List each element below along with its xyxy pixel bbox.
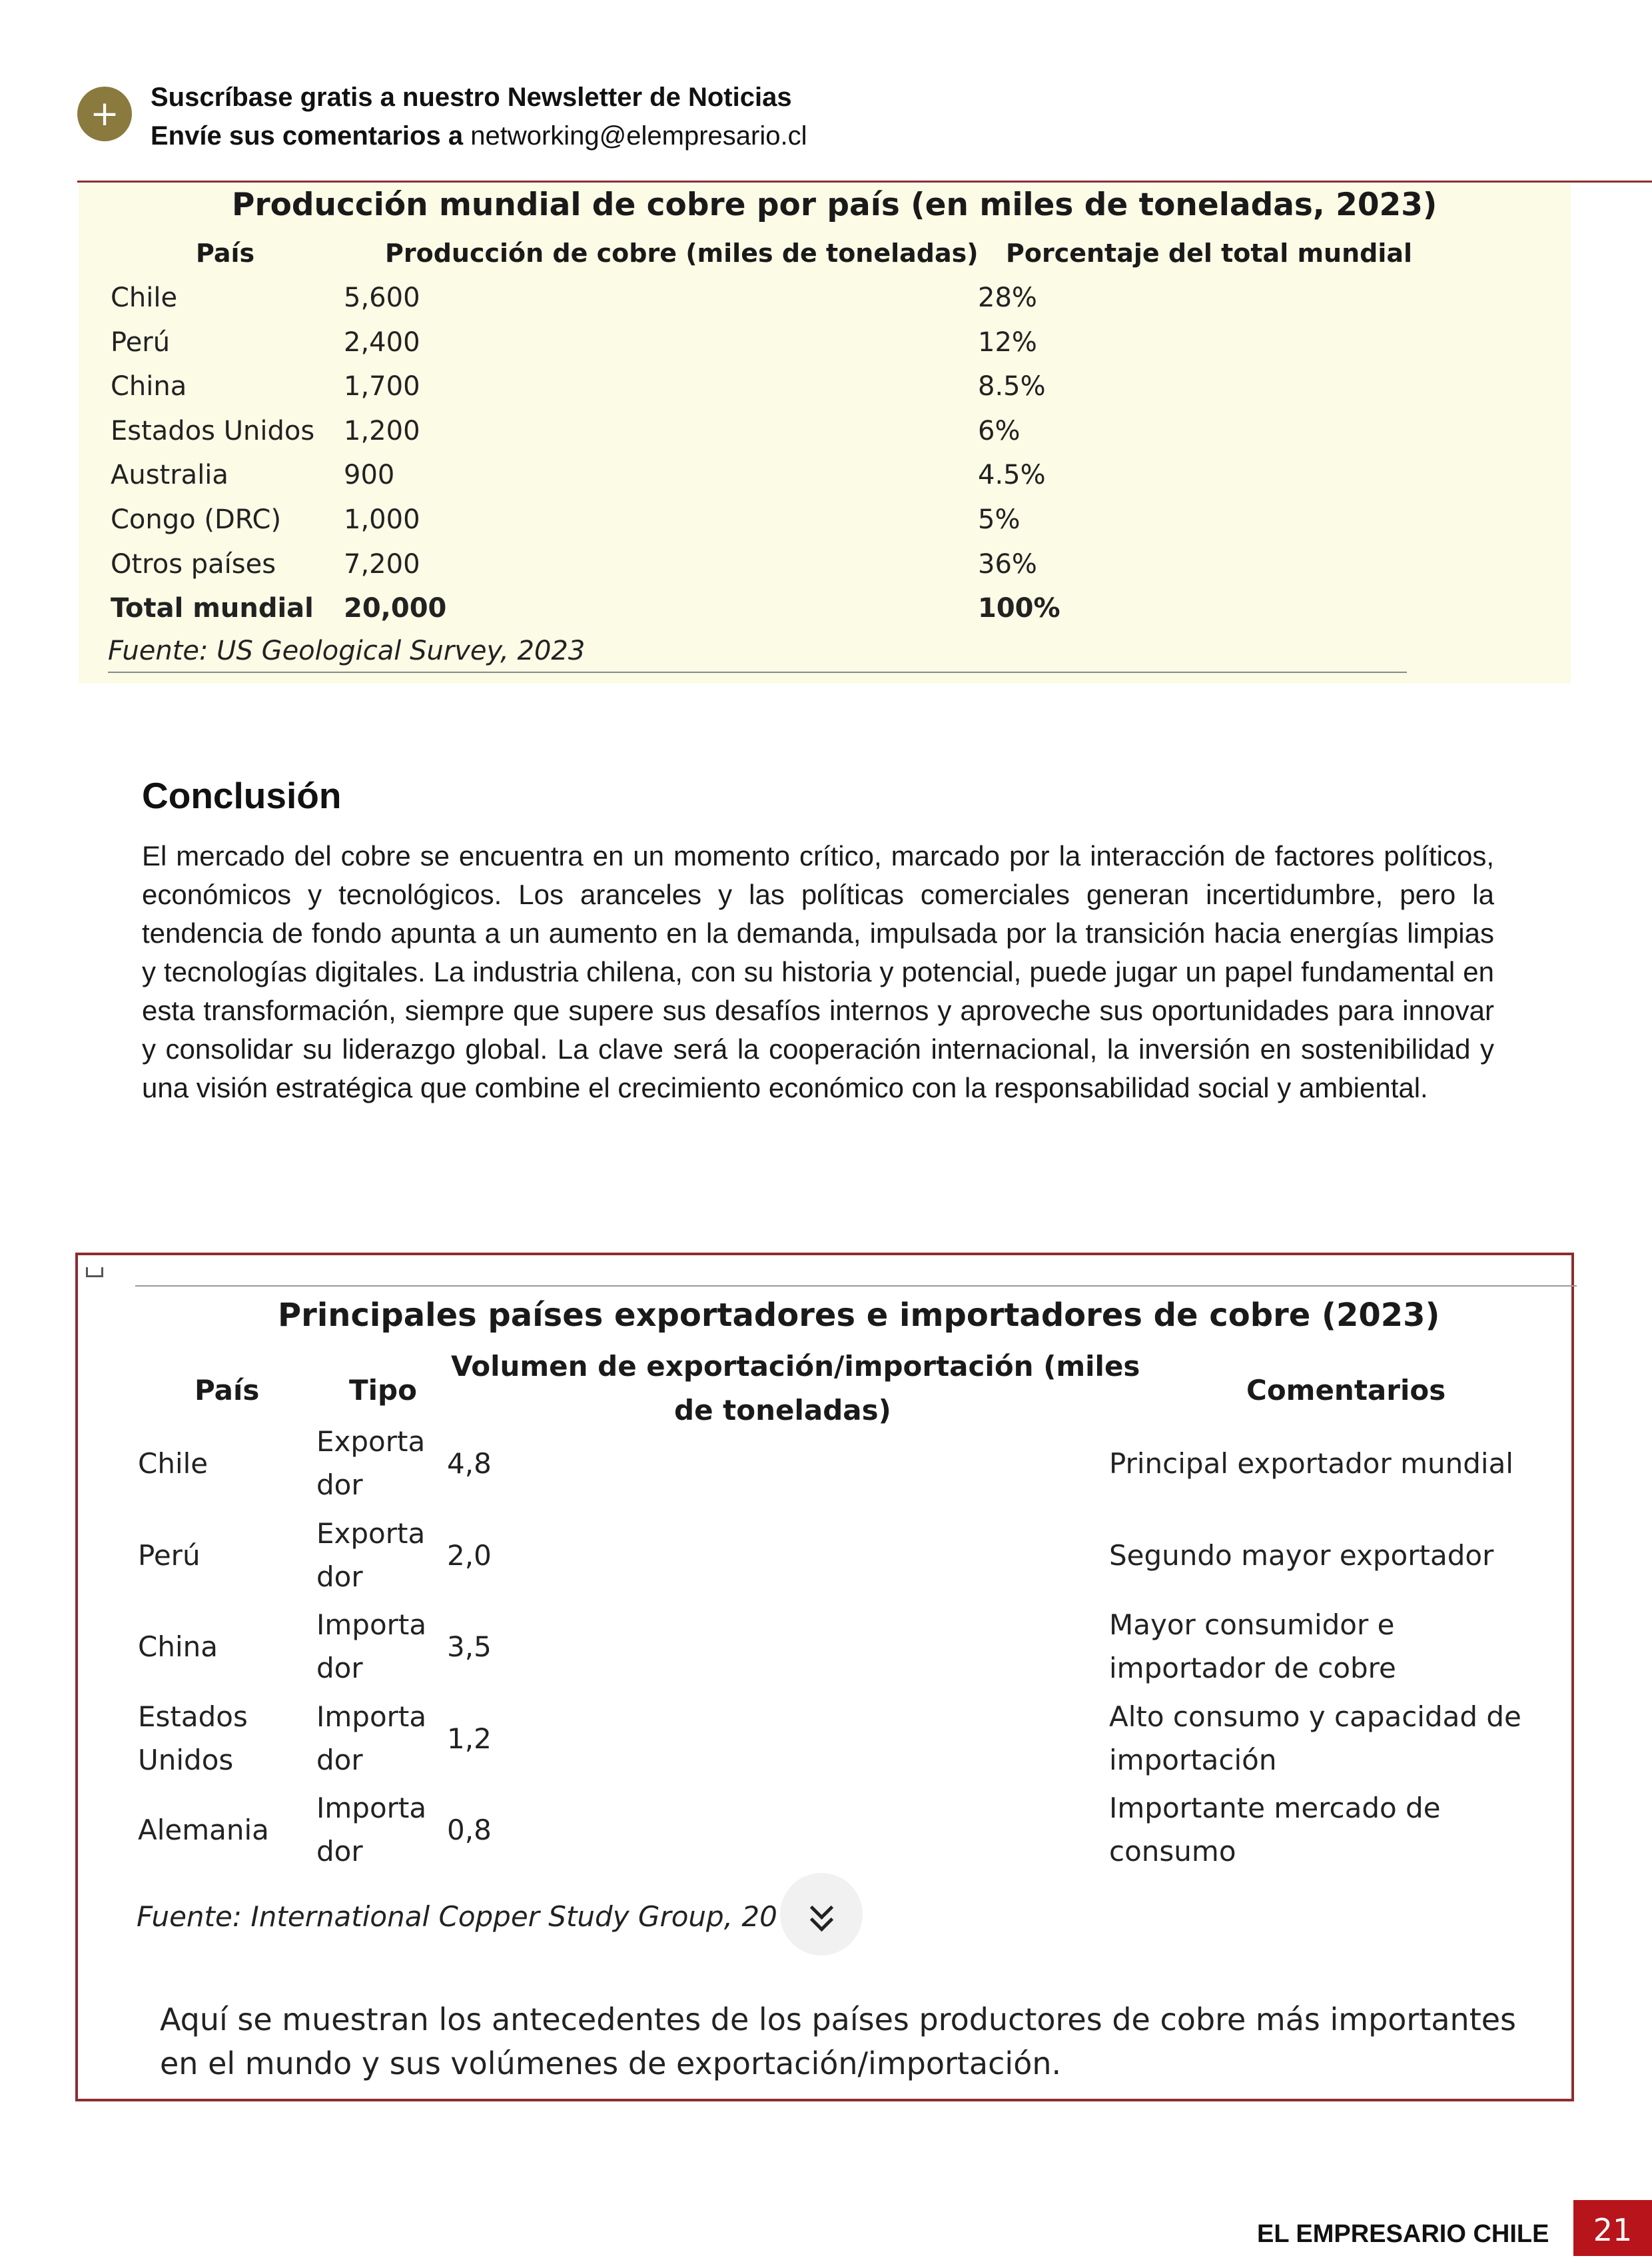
row-country: Australia bbox=[111, 460, 228, 490]
row-production: 7,200 bbox=[344, 549, 420, 580]
row-production: 1,700 bbox=[344, 371, 420, 402]
row-percentage: 28% bbox=[978, 282, 1037, 313]
column-header-volume: Volumen de exportación/importación (miles bbox=[451, 1350, 1140, 1383]
row-percentage: 12% bbox=[978, 327, 1037, 358]
section-heading: Conclusión bbox=[142, 775, 342, 816]
row-country: Estados Unidos bbox=[111, 416, 315, 446]
table-source: Fuente: International Copper Study Group, 20 bbox=[137, 1900, 777, 1933]
row-country: Perú bbox=[111, 327, 171, 358]
row-type-cont: dor bbox=[316, 1560, 363, 1593]
copper-production-table bbox=[79, 184, 1571, 684]
column-header-type: Tipo bbox=[349, 1374, 417, 1407]
row-type-cont: dor bbox=[316, 1468, 363, 1501]
scroll-down-button[interactable] bbox=[780, 1873, 863, 1956]
row-type-cont: dor bbox=[316, 1652, 363, 1684]
row-type: Importa bbox=[316, 1608, 427, 1641]
row-comment: Alto consumo y capacidad de bbox=[1109, 1700, 1521, 1733]
column-header-country: País bbox=[196, 239, 255, 268]
page-number: 21 bbox=[1573, 2200, 1652, 2256]
row-production: 1,000 bbox=[344, 504, 420, 535]
row-production: 900 bbox=[344, 460, 395, 490]
row-country: Alemania bbox=[138, 1814, 269, 1846]
row-type: Importa bbox=[316, 1700, 427, 1733]
table-title: Principales países exportadores e importadores de cobre (2023) bbox=[278, 1297, 1440, 1334]
row-volume: 2,0 bbox=[447, 1539, 492, 1572]
row-comment-cont: consumo bbox=[1109, 1835, 1236, 1868]
plus-icon[interactable]: + bbox=[77, 87, 132, 141]
total-production: 20,000 bbox=[344, 593, 447, 624]
row-type-cont: dor bbox=[316, 1835, 363, 1868]
comments-line bbox=[151, 121, 807, 151]
table-source: Fuente: US Geological Survey, 2023 bbox=[108, 636, 586, 666]
table-title: Producción mundial de cobre por país (en miles de toneladas, 2023) bbox=[232, 187, 1438, 223]
table-caption: Aquí se muestran los antecedentes de los países productores de cobre más importantes en el mundo y sus volúmenes de exportación/importación. bbox=[160, 2001, 1517, 2081]
column-header-volume-cont: de toneladas) bbox=[674, 1394, 891, 1426]
total-percentage: 100% bbox=[978, 593, 1060, 624]
column-header-production: Producción de cobre (miles de toneladas) bbox=[385, 239, 979, 268]
publication-name: EL EMPRESARIO CHILE bbox=[1257, 2220, 1549, 2248]
table-bottom-rule bbox=[108, 672, 1407, 673]
row-volume: 0,8 bbox=[447, 1814, 492, 1846]
row-percentage: 6% bbox=[978, 416, 1021, 446]
column-header-country: País bbox=[195, 1374, 260, 1407]
row-country: Perú bbox=[138, 1539, 201, 1572]
row-comment: Segundo mayor exportador bbox=[1109, 1539, 1494, 1572]
row-production: 1,200 bbox=[344, 416, 420, 446]
conclusion-paragraph: El mercado del cobre se encuentra en un momento crítico, marcado por la interacción de factores políticos, económicos y tecnológicos. Los aranceles y las políticas comerciales generan incertidumbre, pero la tendencia de fondo apunta a un aumento en la demanda, impulsada por la transición hacia energías limpias y tecnologías digitales. La industria chilena, con su historia y potencial, puede jugar un papel fundamental en esta transformación, siempre que supere sus desafíos internos y aproveche sus oportunidades para innovar y consolidar su liderazgo global. La clave será la cooperación internacional, la inversión en sostenibilidad y una visión estratégica que combine el crecimiento económico con la responsabilidad social y ambiental. bbox=[142, 840, 1494, 1103]
row-comment-cont: importador de cobre bbox=[1109, 1652, 1396, 1684]
row-type: Importa bbox=[316, 1792, 427, 1824]
bracket-icon bbox=[86, 1267, 103, 1277]
contact-email[interactable]: networking@elempresario.cl bbox=[470, 121, 807, 151]
newsletter-subscribe-text: Suscríbase gratis a nuestro Newsletter de Noticias bbox=[151, 83, 792, 112]
column-header-percentage: Porcentaje del total mundial bbox=[1006, 239, 1413, 268]
comments-label: Envíe sus comentarios a bbox=[151, 121, 464, 151]
row-country: Otros países bbox=[111, 549, 276, 580]
row-type-cont: dor bbox=[316, 1744, 363, 1776]
row-volume: 1,2 bbox=[447, 1722, 492, 1755]
table-top-rule bbox=[135, 1285, 1577, 1287]
row-country: Congo (DRC) bbox=[111, 504, 282, 535]
row-volume: 4,8 bbox=[447, 1447, 492, 1480]
row-type: Exporta bbox=[316, 1517, 426, 1550]
row-percentage: 4.5% bbox=[978, 460, 1046, 490]
row-country: Chile bbox=[138, 1447, 208, 1480]
row-production: 2,400 bbox=[344, 327, 420, 358]
column-header-comments: Comentarios bbox=[1246, 1374, 1446, 1407]
row-country: Chile bbox=[111, 282, 178, 313]
row-comment: Importante mercado de bbox=[1109, 1792, 1441, 1824]
row-comment: Principal exportador mundial bbox=[1109, 1447, 1513, 1480]
row-country-cont: Unidos bbox=[138, 1744, 234, 1776]
row-type: Exporta bbox=[316, 1425, 426, 1458]
row-country: China bbox=[138, 1630, 218, 1663]
trade-table-box bbox=[75, 1253, 1574, 2101]
header-divider bbox=[77, 181, 1652, 183]
row-percentage: 36% bbox=[978, 549, 1037, 580]
row-country: Estados bbox=[138, 1700, 248, 1733]
row-production: 5,600 bbox=[344, 282, 420, 313]
total-label: Total mundial bbox=[111, 593, 314, 624]
row-comment-cont: importación bbox=[1109, 1744, 1277, 1776]
row-percentage: 5% bbox=[978, 504, 1021, 535]
row-country: China bbox=[111, 371, 187, 402]
row-comment: Mayor consumidor e bbox=[1109, 1608, 1395, 1641]
row-percentage: 8.5% bbox=[978, 371, 1046, 402]
row-volume: 3,5 bbox=[447, 1630, 492, 1663]
